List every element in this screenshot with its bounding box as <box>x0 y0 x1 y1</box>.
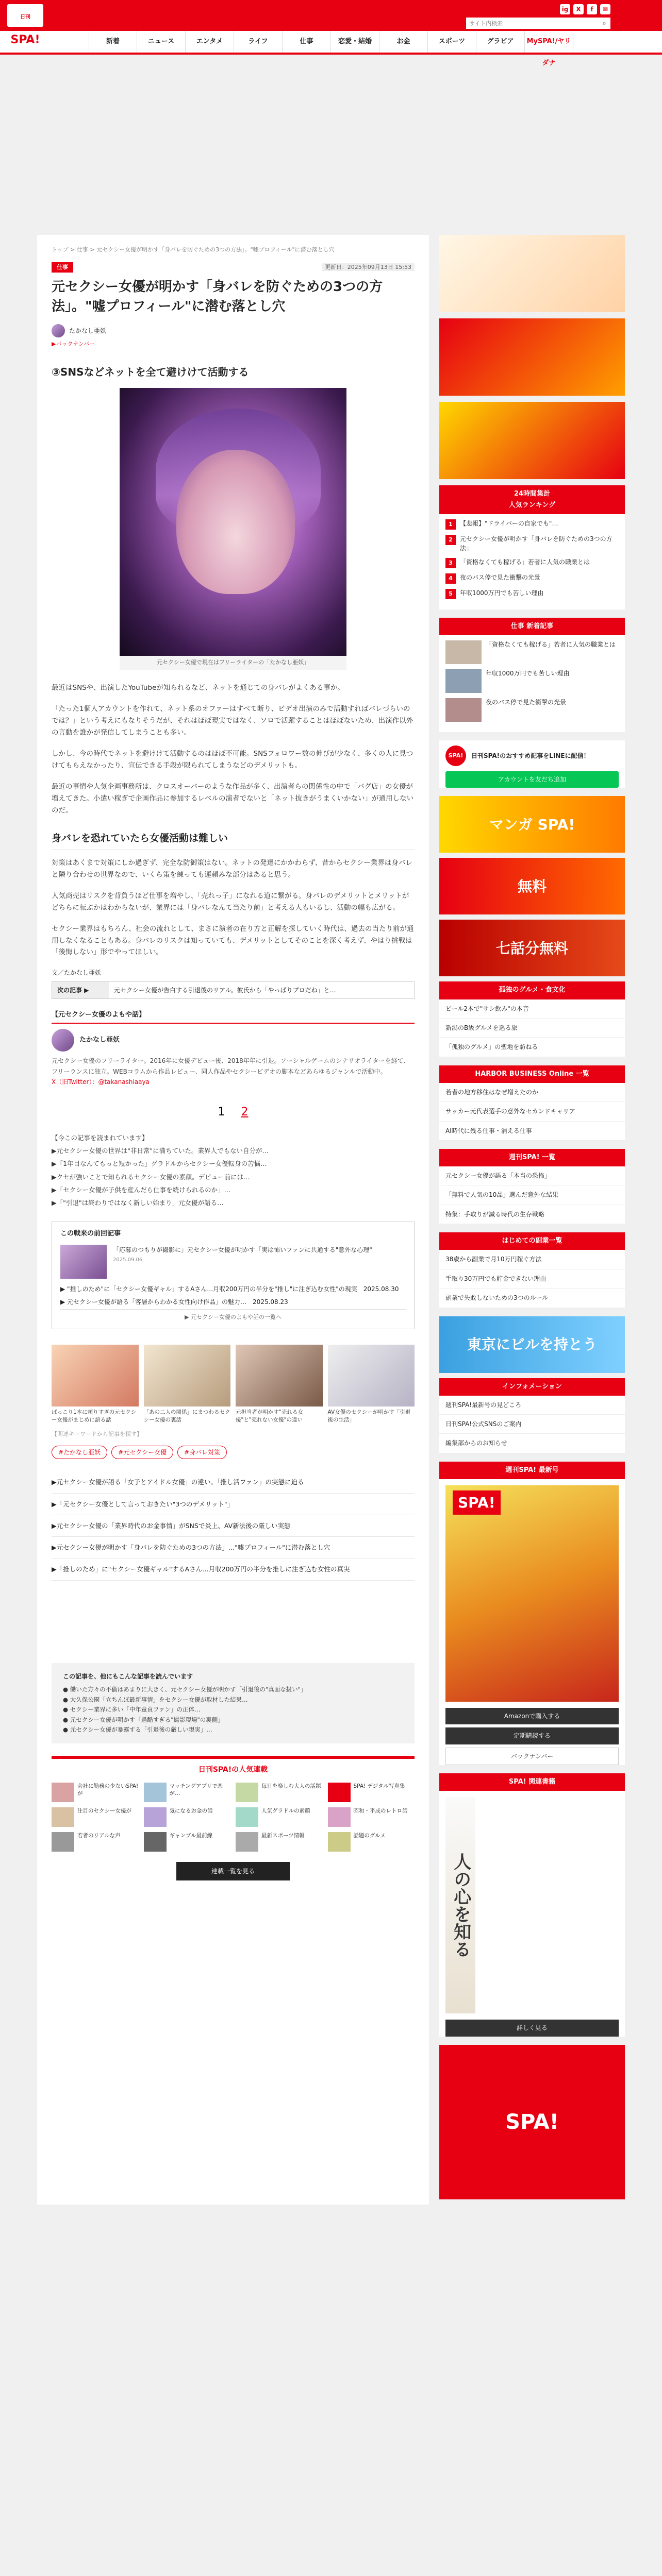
info-box: インフォメーション 週刊SPA!最新号の見どころ 日刊SPA!公式SNSのご案内 編集部からのお知らせ <box>439 1378 625 1453</box>
info-link[interactable]: 日刊SPA!公式SNSのご案内 <box>439 1415 625 1434</box>
all-series-button[interactable]: 連載一覧を見る <box>176 1862 290 1880</box>
spa-logo-icon: SPA! <box>445 745 466 766</box>
related-link[interactable]: ▶「元セクシー女優として言っておきたい"3つのデメリット"」 <box>52 1494 415 1515</box>
series-item[interactable]: 話題のグルメ <box>328 1832 415 1852</box>
also-read-link[interactable]: ● 元セクシー女優が明かす「過酷すぎる"撮影現場"の裏側」 <box>63 1716 224 1723</box>
next-article-box[interactable] <box>52 981 415 999</box>
weekly-link[interactable]: 元セクシー女優が語る「本当の恐怖」 <box>439 1166 625 1185</box>
related-articles <box>52 1471 415 1580</box>
list-item[interactable]: ▶クセが強いことで知られるセクシー女優の素顔。デビュー前には… <box>52 1173 250 1181</box>
ranking-item[interactable]: 5 年収1000万円でも苦しい理由 <box>445 589 619 599</box>
paragraph: セクシー業界はもちろん、社会の流れとして、まさに演者の在り方と正解を探していく時代は、過去の当たり前が通用しなくなることもある。身バレのリスクは知っていても、デメリットとしてそのことを深く考えず、やはり挑戦は「後悔しない」形でやってほしい。 <box>52 924 414 957</box>
book-cover[interactable]: 人の心を知る <box>445 1797 475 2013</box>
next-label: 次の記事 ▶ <box>52 982 109 998</box>
comic-banner[interactable] <box>439 318 625 396</box>
latest-issue-box: 週刊SPA! 最新号 SPA! Amazonで購入する 定期購読する バックナンバー <box>439 1462 625 1765</box>
author-name: たかなし亜妖 <box>69 327 107 334</box>
line-add-button[interactable]: アカウントを友だち追加 <box>445 771 619 788</box>
myspa-banner[interactable] <box>439 402 625 479</box>
weekly-box: 週刊SPA! 一覧 元セクシー女優が語る「本当の恐怖」 「無料で人気の10品」選んだ意外な結果 特集：手取りが減る時代の生存戦略 <box>439 1149 625 1224</box>
harbor-link[interactable]: 若者の地方移住はなぜ増えたのか <box>439 1083 625 1102</box>
tag[interactable]: #たかなし亜妖 <box>52 1446 107 1459</box>
free-episodes-ad[interactable]: 七話分無料 <box>439 920 625 976</box>
photo-face <box>176 450 295 594</box>
gourmet-link[interactable]: 新潟のB級グルメを巡る旅 <box>439 1019 625 1038</box>
profile-heading[interactable]: 【元セクシー女優のよもや話】 <box>52 1009 415 1024</box>
breadcrumb[interactable]: トップ > 仕事 > 元セクシー女優が明かす「身バレを防ぐための3つの方法」。"嘘プロフィール"に潜む落とし穴 <box>52 246 335 253</box>
pagination <box>52 1103 415 1122</box>
weekly-link[interactable]: 「無料で人気の10品」選んだ意外な結果 <box>439 1185 625 1205</box>
gourmet-link[interactable]: ビール2本で"サシ飲み"の本音 <box>439 999 625 1019</box>
sidebar <box>439 235 625 2205</box>
nav-myspa[interactable]: MySPA!/ヤリダナ <box>525 31 573 53</box>
paragraph: 最近はSNSや、出演したYouTubeが知られるなど、ネットを通じての身バレがよくある事か。 <box>52 684 344 692</box>
tag-list <box>52 1446 415 1459</box>
instagram-icon[interactable]: ig <box>560 4 570 14</box>
list-item[interactable]: ▶元セクシー女優の世界は"非日常"に満ちていた。業界人でもない自分が… <box>52 1147 269 1155</box>
tile[interactable]: 元担当者が明かす"売れる女優"と"売れない女優"の違い <box>236 1345 323 1423</box>
tokyo-ad[interactable]: 東京にビルを持とう <box>439 1316 625 1373</box>
article-photo <box>120 388 346 656</box>
work-item[interactable]: 「資格なくても稼げる」若者に人気の職業とは <box>445 640 619 664</box>
nav-gravure[interactable]: グラビア <box>476 31 525 53</box>
search-box <box>466 18 610 29</box>
series-item[interactable]: 注目のセクシー女優が <box>52 1807 139 1827</box>
nav-sports[interactable]: スポーツ <box>428 31 476 53</box>
tag[interactable]: #身バレ対策 <box>177 1446 227 1459</box>
author-avatar <box>52 1029 74 1052</box>
tile[interactable]: AV女優のセクシーが明かす「引退後の生活」 <box>328 1345 415 1423</box>
book-detail-button[interactable]: 詳しく見る <box>445 2020 619 2036</box>
also-read-link[interactable]: ● セクシー業界に多い「中年童貞ファン」の正体… <box>63 1706 201 1714</box>
nav-money[interactable]: お金 <box>379 31 428 53</box>
related-link[interactable]: ▶元セクシー女優が語る「女子とアイドル女優」の違い。「推し活ファン」の実態に迫る <box>52 1471 415 1493</box>
x-icon[interactable]: X <box>573 4 584 14</box>
harbor-link[interactable]: AI時代に残る仕事・消える仕事 <box>439 1122 625 1141</box>
list-item[interactable]: ▶「セクシー女優が子供を産んだら仕事を続けられるのか」… <box>52 1185 231 1194</box>
prev-thumbnail <box>60 1245 107 1279</box>
paragraph: 人気商売はリスクを背負うほど仕事を増やし、「売れっ子」になれる道に繋がる。身バレのデメリットとメリットがどちらに転ぶかはわからないが、業界には「身バレなんて当たり前」と考える人もいるし、活動の幅も広がる。 <box>52 891 409 912</box>
tile[interactable]: ぱっこり1本に頼りすぎの元セクシー女優がまじめに語る話 <box>52 1345 139 1423</box>
series-item[interactable]: マッチングアプリで恋が… <box>144 1783 231 1802</box>
series-list-link[interactable]: ▶ 元セクシー女優のよもや話の一覧へ <box>60 1309 406 1323</box>
weekly-link[interactable]: 特集：手取りが減る時代の生存戦略 <box>439 1205 625 1224</box>
search-input[interactable] <box>466 18 598 29</box>
series-item[interactable]: 気になるお金の話 <box>144 1807 231 1827</box>
prev-link[interactable]: ▶ "推しのため"に「セクシー女優ギャル」するAさん…月収200万円の半分を"推し"に注ぎ込む女性"の現実 2025.08.30 <box>60 1285 399 1293</box>
series-item[interactable]: 昭和・平成のレトロ話 <box>328 1807 415 1827</box>
harbor-link[interactable]: サッカー元代表選手の意外なセカンドキャリア <box>439 1102 625 1121</box>
reading-list <box>52 1132 415 1209</box>
gourmet-link[interactable]: 「孤独のグルメ」の聖地を訪ねる <box>439 1038 625 1057</box>
tag[interactable]: #元セクシー女優 <box>111 1446 173 1459</box>
article-credit: 文／たかなし亜妖 <box>52 969 102 977</box>
prev-link[interactable]: ▶ 元セクシー女優が語る「客層からわかる女性向け作品」の魅力… 2025.08.23 <box>60 1298 288 1306</box>
global-nav <box>0 31 662 67</box>
search-icon: ⌕ <box>602 19 606 27</box>
series-item[interactable]: ギャンブル最前線 <box>144 1832 231 1852</box>
keyword-tagline: 【関連キーワードから記事を探す】 <box>52 1431 142 1438</box>
paragraph: しかし、今の時代でネットを避けけて活動するのはほぼ不可能。SNSフォロワー数の伸びが少なく、多くの人に見つけてもらえなかったり、宣伝できる手段が限られてしまうなどのデメリットも。 <box>52 749 413 770</box>
prev-heading: この戦来の前回記事 <box>60 1230 121 1238</box>
line-box: SPA! 日刊SPA!のおすすめ記事をLINEに配信！ アカウントを友だち追加 <box>439 740 625 788</box>
beginner-link[interactable]: 副業で失敗しないための3つのルール <box>439 1289 625 1308</box>
related-link[interactable]: ▶元セクシー女優の「業界時代のお金事情」がSNSで炎上、AV新法後の厳しい実態 <box>52 1515 415 1537</box>
ranking-heading: 24時間集計 人気ランキング <box>439 485 625 514</box>
category-badge[interactable]: 仕事 <box>52 262 73 273</box>
beginner-box: はじめての副業一覧 38歳から副業で月10万円稼ぐ方法 手取り30万円でも貯金できない理由 副業で失敗しないための3つのルール <box>439 1232 625 1308</box>
popular-series: 日刊SPA!の人気連載 会社に勤務の少ないSPA!が マッチングアプリで恋が… 毎日を楽しむ大人の話題 SPA! デジタル写真集 注目のセクシー女優が 気になるお金の話 人気グラドルの素顔 昭和・平成のレトロ話 若者のリアルな声 ギャンブル最前線 最新スポーツ情報 話題のグルメ 連載一覧を見る <box>52 1756 415 1880</box>
free-ad[interactable]: 無料 <box>439 858 625 914</box>
page-2[interactable]: 2 <box>241 1106 249 1119</box>
list-heading: 【今この記事を読まれています】 <box>52 1133 148 1142</box>
series-item[interactable]: 毎日を楽しむ大人の話題 <box>236 1783 323 1802</box>
related-link[interactable]: ▶元セクシー女優が明かす「身バレを防ぐための3つの方法」…"嘘プロフィール"に潜む落とし穴 <box>52 1537 415 1558</box>
also-read-link[interactable]: ● 元セクシー女優が暴露する「引退後の厳しい現実」… <box>63 1726 212 1734</box>
work-new-box: 仕事 新着記事 「資格なくても稼げる」若者に人気の職業とは 年収1000万円でも苦しい理由 夜のバス停で見た衝撃の光景 <box>439 618 625 732</box>
info-link[interactable]: 編集部からのお知らせ <box>439 1434 625 1453</box>
recommend-tiles <box>52 1345 415 1423</box>
search-button[interactable] <box>598 18 610 29</box>
prev-main-item[interactable]: 「応募のつもりが撮影に」元セクシー女優が明かす「実は怖いファンに共通する"意外な心理" 2025.09.06 <box>60 1245 406 1279</box>
ranking-item[interactable]: 4 夜のバス停で見た衝撃の光景 <box>445 573 619 584</box>
article-main <box>37 235 429 2205</box>
ranking-item[interactable]: 2 元セクシー女優が明かす「身バレを防ぐための3つの方法」 <box>445 535 619 553</box>
nav-news[interactable]: ニュース <box>137 31 186 53</box>
backnumber-button[interactable]: バックナンバー <box>445 1748 619 1765</box>
ranking-item[interactable]: 3 「資格なくても稼げる」若者に人気の職業とは <box>445 558 619 568</box>
backnumber-link[interactable]: ▶バックナンバー <box>52 340 95 347</box>
book-box: SPA! 関連書籍 人の心を知る 詳しく見る <box>439 1773 625 2036</box>
profile-name: たかなし亜妖 <box>79 1036 120 1044</box>
info-link[interactable]: 週刊SPA!最新号の見どころ <box>439 1396 625 1415</box>
amazon-button[interactable]: Amazonで購入する <box>445 1708 619 1724</box>
paragraph: 最近の事情や人気企画事務所は、クロスオーバーのような作品が多く、出演者らの関係性の中で「バグ店」の女優が増えてきた。小遣い稼ぎで企画作品に参加するレベルの演者でないと「ネット抜きがうまくいかない」が通用しないのだ。 <box>52 782 413 815</box>
nav-work[interactable]: 仕事 <box>283 31 331 53</box>
comic-banner[interactable] <box>439 235 625 312</box>
series-item[interactable]: 最新スポーツ情報 <box>236 1832 323 1852</box>
author-profile[interactable] <box>52 1029 415 1052</box>
article-title: 元セクシー女優が明かす「身バレを防ぐための3つの方法」。"嘘プロフィール"に潜む落とし穴 <box>52 279 383 315</box>
digital-ad[interactable]: SPA! <box>439 2045 625 2199</box>
harbor-box: HARBOR BUSINESS Online 一覧 若者の地方移住はなぜ増えたのか サッカー元代表選手の意外なセカンドキャリア AI時代に残る仕事・消える仕事 <box>439 1065 625 1141</box>
magazine-cover[interactable]: SPA! <box>445 1485 619 1702</box>
mail-icon[interactable]: ✉ <box>600 4 610 14</box>
work-item[interactable]: 夜のバス停で見た衝撃の光景 <box>445 698 619 722</box>
social-links <box>466 4 610 14</box>
work-item[interactable]: 年収1000万円でも苦しい理由 <box>445 669 619 693</box>
author-byline[interactable] <box>52 324 415 337</box>
ranking-item[interactable]: 1 【悲報】"ドライバーの自家でも"… <box>445 519 619 530</box>
site-logo[interactable]: 日刊SPA! <box>7 4 43 27</box>
nav-love[interactable]: 恋愛・結婚 <box>331 31 379 53</box>
gourmet-box: 孤独のグルメ・食文化 ビール2本で"サシ飲み"の本音 新潟のB級グルメを巡る旅 「孤独のグルメ」の聖地を訪ねる <box>439 981 625 1057</box>
facebook-icon[interactable]: f <box>587 4 597 14</box>
list-item[interactable]: ▶「1年目なんてもっと短かった」グラドルからセクシー女優転身の苦悩… <box>52 1160 267 1168</box>
series-item[interactable]: 若者のリアルな声 <box>52 1832 139 1852</box>
date-info: 更新日：2025年09月13日 15:53 <box>320 263 415 273</box>
also-read-box: この記事を、他にもこんな記事を読んでいます ● 働いた方々の不倫はあまりに大きく、元セクシー女優が明かす「引退後の"真面な扱い"」 ● 大久保公園「立ちんぼ最新事情」をセクシー女優が取材した結果… ● セクシー業界に多い「中年童貞ファン」の正体… ● 元セクシー女優が明かす「過酷すぎる"撮影現場"の裏側」 ● 元セクシー女優が暴露する「引退後の厳しい現実」… <box>52 1663 415 1743</box>
previous-articles <box>52 1222 415 1329</box>
series-item[interactable]: SPA! デジタル写真集 <box>328 1783 415 1802</box>
manga-ad[interactable]: マンガ SPA! <box>439 796 625 853</box>
author-avatar <box>52 324 65 337</box>
nav-new[interactable]: 新着 <box>89 31 137 53</box>
section-heading: ③SNSなどネットを全て避けけて活動する <box>52 366 249 379</box>
nav-life[interactable]: ライフ <box>234 31 283 53</box>
beginner-link[interactable]: 38歳から副業で月10万円稼ぐ方法 <box>439 1250 625 1269</box>
subscribe-button[interactable]: 定期購読する <box>445 1727 619 1744</box>
paragraph: 対策はあくまで対策にしか過ぎず、完全な防御策はない。ネットの発達にかかわらず、昔からセクシー業界は身バレと隣り合わせの世界なので、いくら策を練っても運頼みな部分はあると思う。 <box>52 858 412 879</box>
profile-bio: 元セクシー女優のフリーライター。2016年に女優デビュー後、2018年年に引退。ソーシャルゲームのシナリオライターを経て、フリーランスに独立。WEBコラムから作品レビュー、同人作品やセクシービデオの脚本などあらゆるジャンルで活動中。 X（旧Twitter）：@takanashiaaya <box>52 1057 410 1086</box>
also-read-link[interactable]: ● 大久保公園「立ちんぼ最新事情」をセクシー女優が取材した結果… <box>63 1696 248 1703</box>
nav-entertainment[interactable]: エンタメ <box>186 31 234 53</box>
tile[interactable]: 「あの二人の関係」にまつわるセクシー女優の裏話 <box>144 1345 231 1423</box>
twitter-link[interactable]: X（旧Twitter）：@takanashiaaya <box>52 1078 150 1086</box>
photo-caption: 元セクシー女優で現在はフリーライターの「たかなし亜妖」 <box>120 656 346 670</box>
also-read-link[interactable]: ● 働いた方々の不倫はあまりに大きく、元セクシー女優が明かす「引退後の"真面な扱い"」 <box>63 1686 307 1693</box>
related-link[interactable]: ▶「推しのため」に"セクシー女優ギャル"するAさん…月収200万円の半分を推しに注ぎ込む女性の真実 <box>52 1558 415 1580</box>
ranking-box <box>439 485 625 609</box>
next-article-title: 元セクシー女優が告白する引退後のリアル。彼氏から「やっぱりプロだね」と… <box>114 986 336 994</box>
paragraph: 「たった1個人アカウントを作れて、ネット系のオファーはすべて断り、ビデオ出演のみで活動すればバレづらいのでは？」という考えにもなりそうだが、それはほぼ現実ではなく、ソロで活躍することはほぼないため、出演作以外の言動を誰かが発信してしまうことも多い。 <box>52 705 413 737</box>
list-item[interactable]: ▶「"引退"は終わりではなく新しい始まり」元女優が語る… <box>52 1199 224 1207</box>
page-1[interactable]: 1 <box>218 1106 225 1119</box>
beginner-link[interactable]: 手取り30万円でも貯金できない理由 <box>439 1269 625 1289</box>
series-item[interactable]: 人気グラドルの素顔 <box>236 1807 323 1827</box>
series-item[interactable]: 会社に勤務の少ないSPA!が <box>52 1783 139 1802</box>
section-heading: 身バレを恐れていたら女優活動は難しい <box>52 830 415 850</box>
